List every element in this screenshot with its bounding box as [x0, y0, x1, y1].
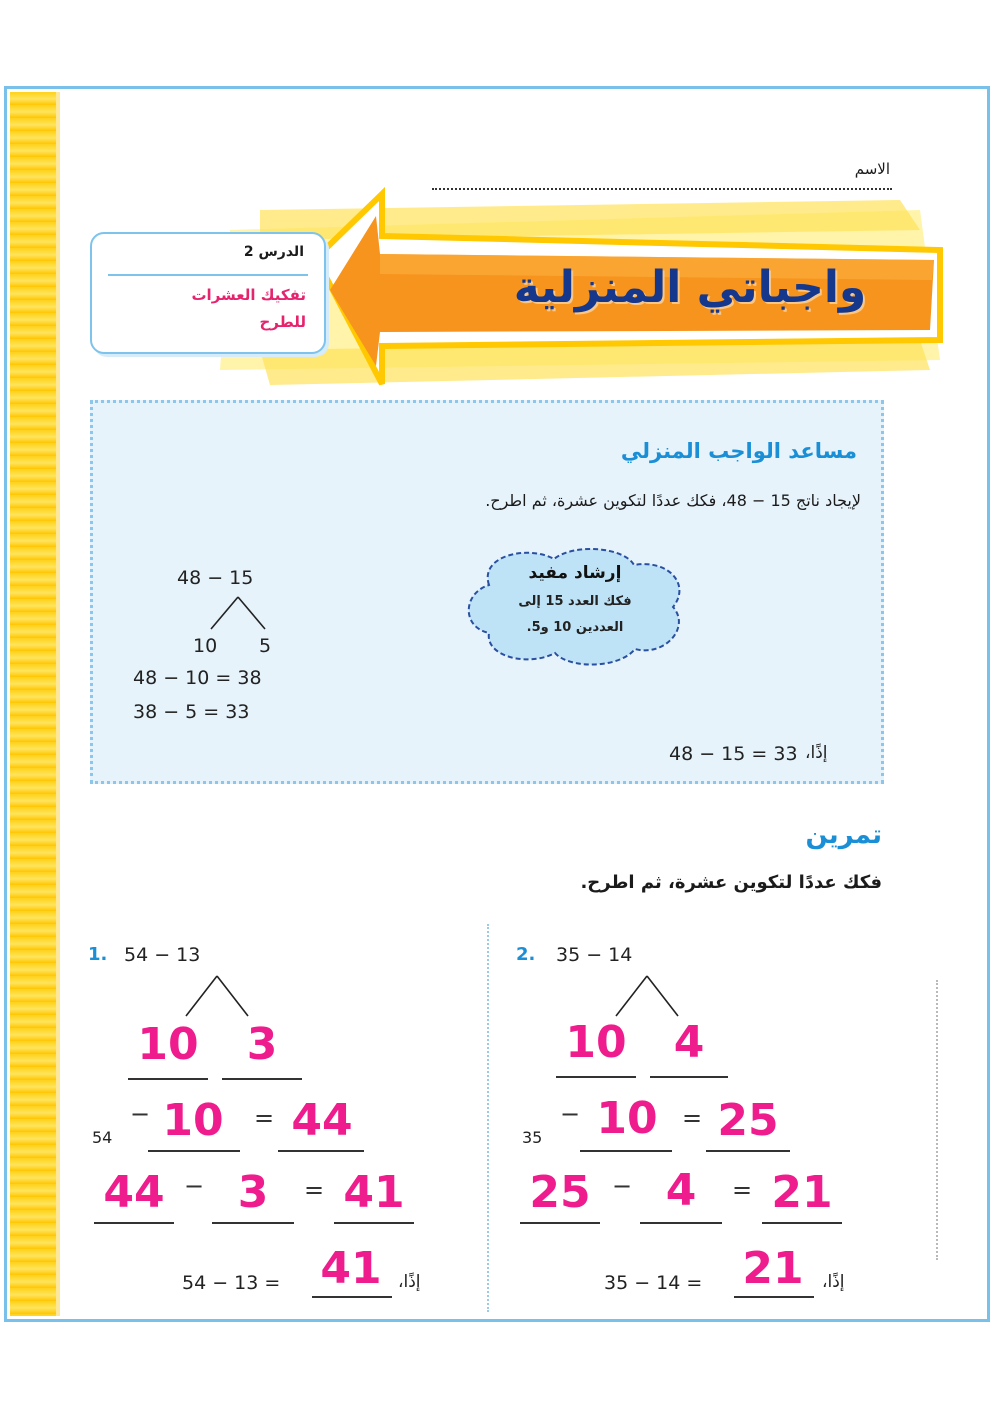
example-step-2: 38 − 5 = 33: [133, 701, 250, 723]
final-expression: 54 − 13 =: [182, 1272, 281, 1294]
problem-branch: [180, 974, 254, 1018]
step1-minuend: 54: [92, 1128, 113, 1147]
example-part-ones: 5: [259, 635, 272, 657]
lesson-topic-line-1: تفكيك العشرات: [191, 286, 306, 304]
answer-step2-subtrahend[interactable]: 4: [665, 1165, 697, 1216]
hint-line-2: العددين 10 و5.: [526, 620, 624, 635]
problem-divider: [487, 924, 489, 1312]
blank-line: [734, 1296, 814, 1298]
blank-line: [520, 1222, 600, 1224]
hint-title: إرشاد مفيد: [528, 563, 622, 583]
answer-step1-subtrahend[interactable]: 10: [596, 1093, 658, 1144]
example-result: 48 − 15 = 33: [669, 743, 798, 765]
copyright-notice: [936, 980, 950, 1260]
blank-line: [580, 1150, 672, 1152]
page-title: واجباتي المنزلية: [513, 262, 867, 313]
example-step-1: 48 − 10 = 38: [133, 667, 262, 689]
blank-line: [278, 1150, 364, 1152]
lesson-label: الدرس 2: [243, 244, 304, 260]
problem-expression: 35 − 14: [556, 944, 633, 966]
answer-part-ones[interactable]: 3: [246, 1019, 278, 1070]
homework-helper-box: [90, 400, 884, 784]
blank-line: [212, 1222, 294, 1224]
problem-number: 2.: [516, 944, 536, 965]
blank-line: [640, 1222, 722, 1224]
minus-sign: −: [130, 1100, 151, 1128]
answer-step2-start[interactable]: 44: [103, 1167, 165, 1218]
answer-step2-result[interactable]: 21: [771, 1167, 833, 1218]
answer-step1-result[interactable]: 44: [291, 1095, 353, 1146]
blank-line: [334, 1222, 414, 1224]
example-part-tens: 10: [193, 635, 218, 657]
answer-final[interactable]: 41: [320, 1243, 382, 1294]
minus-sign: −: [612, 1172, 633, 1200]
answer-step1-subtrahend[interactable]: 10: [162, 1095, 224, 1146]
problem-number: 1.: [88, 944, 108, 965]
minus-sign: −: [560, 1100, 581, 1128]
blank-line: [128, 1078, 208, 1080]
equals-sign: =: [682, 1104, 703, 1132]
problem-branch: [610, 974, 684, 1018]
answer-part-ones[interactable]: 4: [673, 1017, 705, 1068]
example-branch: [203, 595, 273, 631]
example-result-word: إذًا،: [805, 743, 828, 763]
blank-line: [94, 1222, 174, 1224]
lesson-topic: [116, 282, 306, 336]
minus-sign: −: [184, 1172, 205, 1200]
helper-title: مساعد الواجب المنزلي: [620, 439, 857, 463]
decorative-side-strip: [10, 92, 60, 1316]
blank-line: [762, 1222, 842, 1224]
lesson-topic-line-2: للطرح: [259, 313, 306, 331]
equals-sign: =: [304, 1176, 325, 1204]
answer-step2-subtrahend[interactable]: 3: [237, 1167, 269, 1218]
answer-step2-result[interactable]: 41: [343, 1167, 405, 1218]
answer-step2-start[interactable]: 25: [529, 1167, 591, 1218]
practice-instruction: فكك عددًا لتكوين عشرة، ثم اطرح.: [580, 872, 882, 893]
blank-line: [148, 1150, 240, 1152]
hint-line-1: فكك العدد 15 إلى: [518, 594, 632, 609]
answer-step1-result[interactable]: 25: [717, 1095, 779, 1146]
step1-minuend: 35: [522, 1128, 543, 1147]
result-word: إذًا،: [822, 1272, 845, 1292]
practice-title: تمرين: [805, 820, 882, 850]
hint-text: [459, 589, 691, 641]
final-expression: 35 − 14 =: [604, 1272, 703, 1294]
answer-part-tens[interactable]: 10: [565, 1017, 627, 1068]
blank-line: [706, 1150, 790, 1152]
answer-final[interactable]: 21: [742, 1243, 804, 1294]
name-label: الاسم: [854, 160, 890, 178]
answer-part-tens[interactable]: 10: [137, 1019, 199, 1070]
blank-line: [222, 1078, 302, 1080]
lesson-card: [90, 232, 326, 354]
helper-instructions: لإيجاد ناتج 15 − 48، فكك عددًا لتكوين عشرة، ثم اطرح.: [485, 491, 861, 510]
example-expression: 48 − 15: [177, 567, 254, 589]
equals-sign: =: [254, 1104, 275, 1132]
blank-line: [556, 1076, 636, 1078]
result-word: إذًا،: [398, 1272, 421, 1292]
blank-line: [312, 1296, 392, 1298]
equals-sign: =: [732, 1176, 753, 1204]
lesson-divider: [108, 274, 308, 276]
blank-line: [650, 1076, 728, 1078]
problem-expression: 54 − 13: [124, 944, 201, 966]
